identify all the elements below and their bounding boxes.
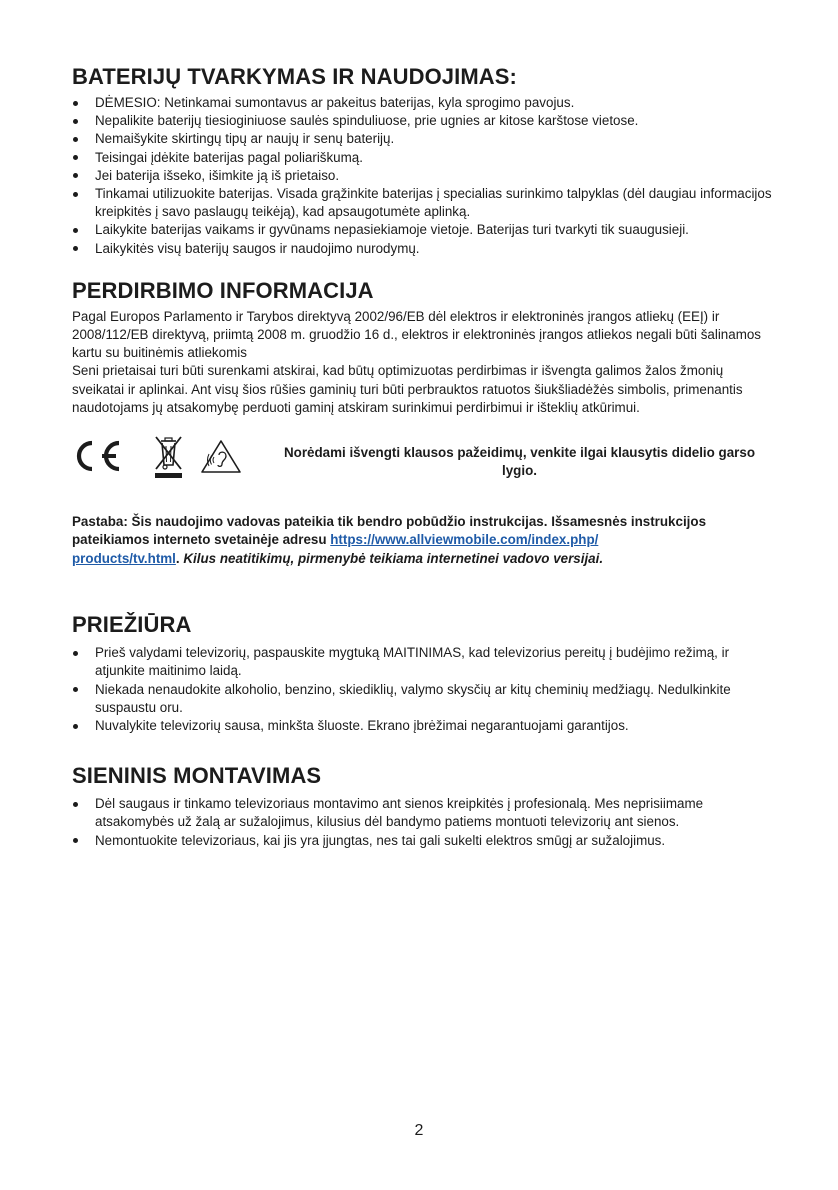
list-item: Laikykite baterijas vaikams ir gyvūnams nepasiekiamoje vietoje. Baterijas turi tvarkyti tik suaugusieji. xyxy=(72,221,772,239)
list-item: Nuvalykite televizorių sausa, minkšta šluoste. Ekrano įbrėžimai negarantuojami garantijos. xyxy=(72,717,772,735)
battery-section xyxy=(72,64,772,258)
crossed-bin-icon xyxy=(152,433,184,481)
maintenance-list xyxy=(72,644,772,735)
maintenance-section-title: PRIEŽIŪRA xyxy=(72,612,192,638)
note-paragraph xyxy=(72,513,772,568)
wall-mount-list xyxy=(72,795,772,850)
note-text: Pastaba: Šis naudojimo vadovas pateikia tik bendro pobūdžio instrukcijas. Išsamesnės instrukcijos pateikiamos interneto svetainėje adresu xyxy=(72,514,707,548)
symbols-row xyxy=(72,433,772,493)
manual-link[interactable]: https://www.allviewmobile.com/index.php/ products/tv.html xyxy=(72,532,599,566)
list-item: Laikykitės visų baterijų saugos ir naudojimo nurodymų. xyxy=(72,240,772,258)
recycling-paragraph: Pagal Europos Parlamento ir Tarybos direktyvą 2002/96/EB dėl elektros ir elektroninės įrangos atliekų (EEĮ) ir 2008/112/EB direktyvą, priimtą 2008 m. gruodžio 16 d., elektros ir elektroninės įrangos atliekos negali būti šalinamos kartu su buitinėmis atliekomis xyxy=(72,308,761,361)
hearing-warning-text: Norėdami išvengti klausos pažeidimų, venkite ilgai klausytis didelio garso lygio. xyxy=(283,445,756,479)
list-item: Nepalikite baterijų tiesioginiuose saulės spinduliuose, prie ugnies ar kitose karštose vietose. xyxy=(72,112,772,130)
list-item: Nemaišykite skirtingų tipų ar naujų ir senų baterijų. xyxy=(72,130,772,148)
note-italic: Kilus neatitikimų, pirmenybė teikiama internetinei vadovo versijai. xyxy=(183,550,604,566)
page-number: 2 xyxy=(414,1122,424,1139)
wall-mount-section xyxy=(72,763,772,850)
list-item: Niekada nenaudokite alkoholio, benzino, skiediklių, valymo skysčių ar kitų cheminių medžiagų. Nedulkinkite suspaustu oru. xyxy=(72,681,772,717)
recycling-section-title: PERDIRBIMO INFORMACIJA xyxy=(72,277,374,303)
page-content xyxy=(72,64,772,850)
list-item: DĖMESIO: Netinkamai sumontavus ar pakeitus baterijas, kyla sprogimo pavojus. xyxy=(72,94,772,112)
battery-section-title: BATERIJŲ TVARKYMAS IR NAUDOJIMAS: xyxy=(72,64,517,89)
list-item: Prieš valydami televizorių, paspauskite mygtuką MAITINIMAS, kad televizorius pereitų į budėjimo režimą, ir atjunkite maitinimo laidą. xyxy=(72,644,772,680)
list-item: Jei baterija išseko, išimkite ją iš prietaiso. xyxy=(72,167,772,185)
hearing-warning-icon xyxy=(200,439,242,475)
battery-list xyxy=(72,94,772,258)
recycling-paragraph: Seni prietaisai turi būti surenkami atskirai, kad būtų optimizuotas perdirbimas ir išvengta galimos žalos žmonių sveikatai ir aplinkai. Ant visų šios rūšies gaminių turi būti perbrauktos ratuotos šiukšliadėžės simbolis, primenantis naudotojams jų atsakomybę perduoti gaminį atskiram surinkimui perdirbimui ir išteklių atkūrimui. xyxy=(72,363,743,415)
note-after-link: . xyxy=(175,550,184,566)
wall-mount-section-title: SIENINIS MONTAVIMAS xyxy=(72,763,322,789)
ce-mark-icon xyxy=(72,439,124,473)
list-item: Dėl saugaus ir tinkamo televizoriaus montavimo ant sienos kreipkitės į profesionalą. Mes neprisiimame atsakomybės už žalą ar sužalojimus, kilusius dėl bandymo patiems montuoti televizorių ant sienos. xyxy=(72,795,772,831)
list-item: Tinkamai utilizuokite baterijas. Visada grąžinkite baterijas į specialias surinkimo talpyklas (dėl daugiau informacijos kreipkitės į savo paslaugų teikėją), kad apsaugotumėte aplinką. xyxy=(72,185,772,221)
maintenance-section xyxy=(72,612,772,735)
list-item: Nemontuokite televizoriaus, kai jis yra įjungtas, nes tai gali sukelti elektros smūgį ar sužalojimus. xyxy=(72,832,772,850)
list-item: Teisingai įdėkite baterijas pagal poliariškumą. xyxy=(72,149,772,167)
recycling-section xyxy=(72,278,772,417)
